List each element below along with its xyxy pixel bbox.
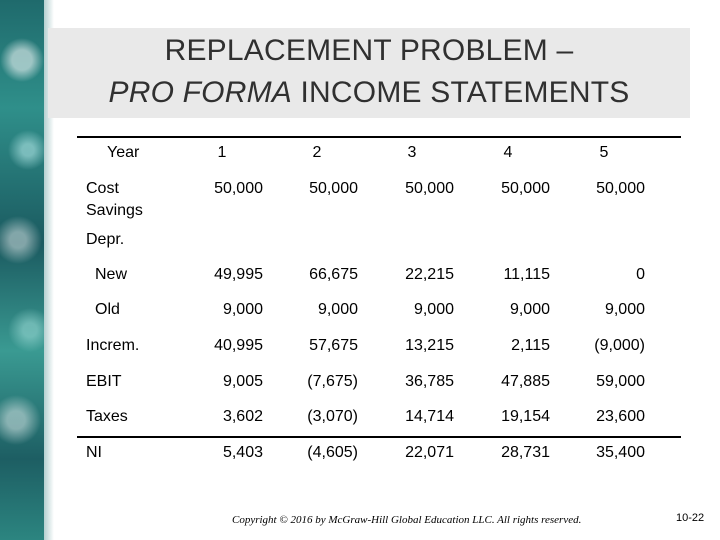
ebit-y1: 9,005 [222,373,263,390]
slide-title [48,30,690,114]
ni-y3: 22,071 [405,444,454,461]
new-depr-y3: 22,215 [405,266,454,283]
cost-savings-y3: 50,000 [405,180,454,197]
row-label-ni: NI [86,444,102,461]
ni-y4: 28,731 [501,444,550,461]
taxes-y4: 19,154 [501,408,550,425]
year-header-4: 4 [503,144,513,161]
new-depr-y5: 0 [636,266,645,283]
taxes-y1: 3,602 [222,408,263,425]
ni-y1: 5,403 [222,444,263,461]
increm-depr-y3: 13,215 [405,337,454,354]
new-depr-y1: 49,995 [214,266,263,283]
cost-savings-y1: 50,000 [214,180,263,197]
new-depr-y4: 11,115 [503,266,550,283]
row-label-new: New [95,266,128,283]
ebit-y4: 47,885 [501,373,550,390]
increm-depr-y5: (9,000) [594,337,645,354]
title-line-2 [48,72,690,114]
taxes-y3: 14,714 [405,408,454,425]
old-depr-y3: 9,000 [413,301,454,318]
year-header-5: 5 [599,144,609,161]
row-label-increm: Increm. [86,337,140,354]
copyright-notice: Copyright © 2016 by McGraw-Hill Global Education LLC. All rights reserved. [232,514,582,526]
row-label-taxes: Taxes [86,408,128,425]
ebit-y5: 59,000 [596,373,645,390]
ni-y2: (4,605) [307,444,358,461]
decorative-side-image [0,0,44,540]
ebit-y2: (7,675) [307,373,358,390]
cost-savings-y5: 50,000 [596,180,645,197]
row-label-depr: Depr. [86,231,125,248]
row-label-ebit: EBIT [86,373,122,390]
old-depr-y1: 9,000 [222,301,263,318]
old-depr-y2: 9,000 [317,301,358,318]
increm-depr-y4: 2,115 [511,337,550,354]
old-depr-y4: 9,000 [509,301,550,318]
year-header-3: 3 [407,144,417,161]
row-label-savings: Savings [86,202,143,219]
year-header-label: Year [107,144,140,161]
title-rest-part: INCOME STATEMENTS [291,76,630,109]
cost-savings-y4: 50,000 [501,180,550,197]
row-label-cost: Cost [86,180,119,197]
cost-savings-y2: 50,000 [309,180,358,197]
page-number: 10-22 [676,512,705,524]
new-depr-y2: 66,675 [309,266,358,283]
increm-depr-y2: 57,675 [309,337,358,354]
row-label-old: Old [95,301,120,318]
title-line-1: REPLACEMENT PROBLEM – [164,34,574,67]
old-depr-y5: 9,000 [604,301,645,318]
year-header-1: 1 [217,144,227,161]
table-top-rule [77,136,681,138]
year-header-2: 2 [312,144,322,161]
table-bottom-rule [77,436,681,438]
increm-depr-y1: 40,995 [214,337,263,354]
title-italic-part: PRO FORMA [108,76,292,109]
ni-y5: 35,400 [596,444,645,461]
taxes-y5: 23,600 [596,408,645,425]
taxes-y2: (3,070) [307,408,358,425]
ebit-y3: 36,785 [405,373,454,390]
